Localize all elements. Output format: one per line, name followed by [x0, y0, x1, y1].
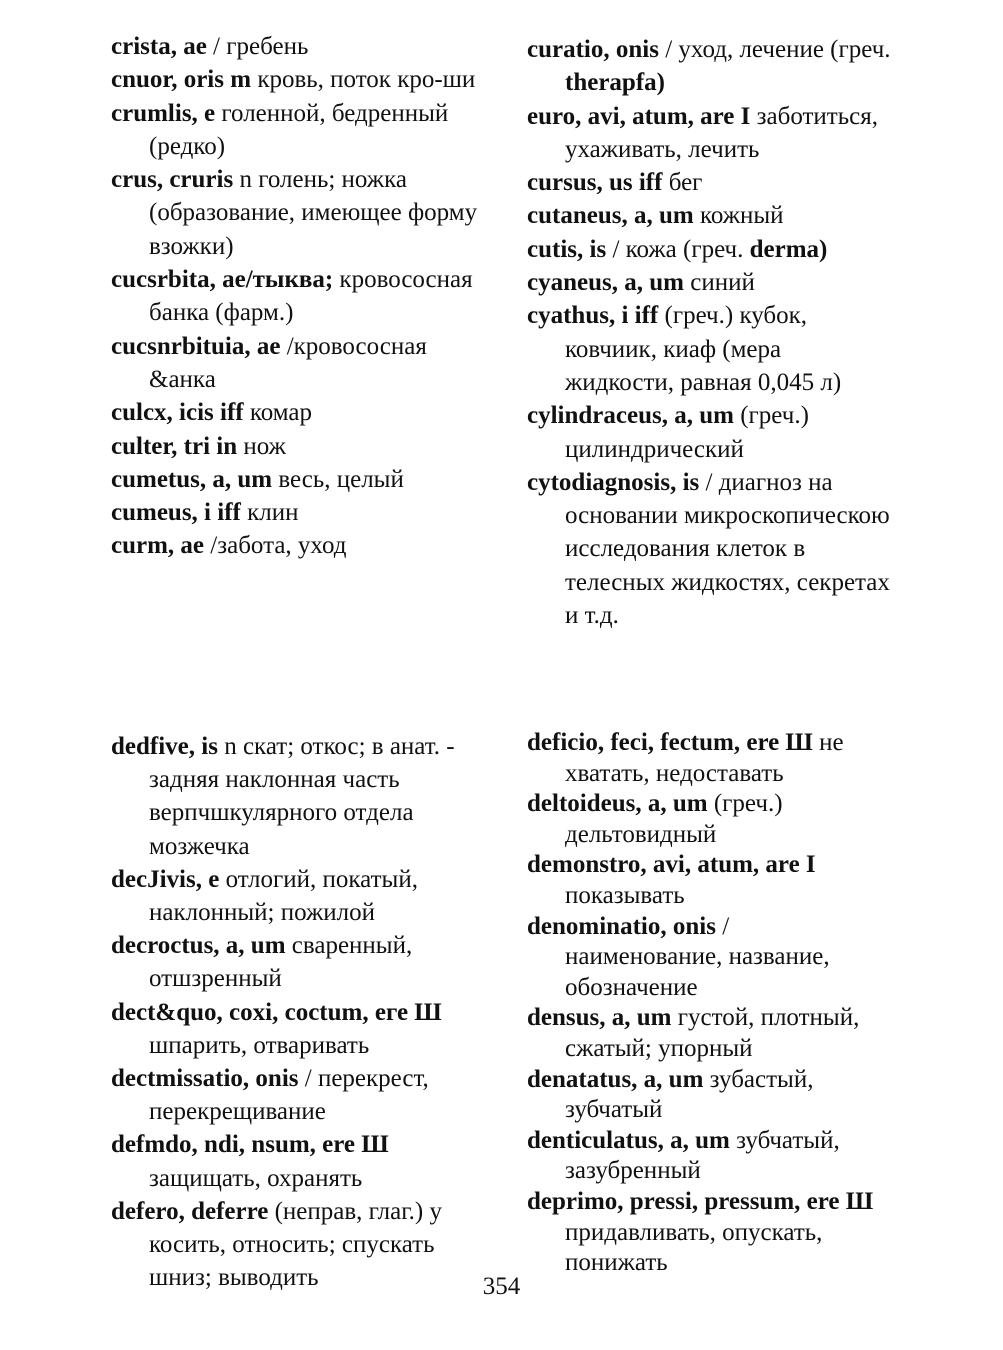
dictionary-entry — [527, 399, 892, 466]
dictionary-entry — [111, 430, 496, 463]
entry-headword: denatatus, a, um — [527, 1065, 704, 1093]
entry-headword: denominatio, onis — [527, 912, 716, 940]
entry-gloss: n голень; ножка (образование, имеющее форму взожки) — [149, 166, 478, 260]
entry-gloss: (греч.) цилиндрический — [565, 402, 809, 463]
entry-gloss: (греч.) дельтовидный — [565, 790, 783, 848]
entry-headword: cnuor, oris m — [111, 66, 252, 94]
entry-gloss: нож — [243, 432, 286, 460]
entry-headword: crista, ae — [111, 33, 207, 60]
entry-gloss: / кожа (греч. — [612, 235, 744, 263]
dictionary-entry — [527, 33, 892, 100]
dictionary-entry — [111, 929, 496, 995]
dictionary-entry — [111, 1128, 496, 1194]
dictionary-entry — [111, 996, 496, 1062]
entry-headword: cylindraceus, a, um — [527, 402, 734, 430]
entry-gloss: зубастый, зубчатый — [565, 1065, 814, 1124]
dictionary-entry — [527, 912, 892, 1004]
entry-headword: cumeus, i iff — [111, 499, 241, 527]
dictionary-entry — [527, 1126, 892, 1187]
entry-gloss: /кровососная &анка — [149, 332, 427, 393]
entry-headword: decJivis, e — [111, 865, 220, 893]
entry-gloss: сваренный, отшзренный — [149, 932, 413, 993]
entry-greek-term: therapfa) — [565, 69, 665, 97]
dictionary-entry — [111, 863, 496, 929]
entry-gloss: заботиться, ухаживать, лечить — [565, 102, 878, 163]
entry-headword: cucsnrbituia, ae — [111, 332, 281, 360]
dictionary-entry — [111, 496, 496, 529]
entry-gloss: (греч.) кубок, ковчиик, киаф (мера жидкости, равная 0,045 л) — [565, 302, 842, 396]
entry-headword: defmdo, ndi, nsum, ere Ш — [111, 1131, 389, 1159]
entry-headword: curm, ae — [111, 532, 205, 560]
dictionary-entry — [111, 163, 496, 263]
entry-gloss: не хватать, недоставать — [565, 729, 844, 787]
dictionary-entry — [527, 1003, 892, 1064]
dictionary-entry — [111, 396, 496, 429]
dictionary-entry — [527, 233, 892, 266]
entry-gloss: / наименование, название, обозначение — [565, 912, 830, 1001]
dictionary-entry — [527, 850, 892, 911]
dictionary-entry — [527, 466, 892, 632]
entry-gloss: шпарить, отваривать — [149, 1031, 370, 1059]
dictionary-entry — [111, 63, 496, 96]
entry-headword: demonstro, avi, atum, are I — [527, 851, 816, 879]
entry-gloss: голенной, бедренный (редко) — [149, 99, 449, 160]
entry-gloss: /забота, уход — [210, 532, 347, 560]
dictionary-entry — [111, 263, 496, 330]
entry-headword: crumlis, e — [111, 99, 216, 127]
entry-gloss: придавливать, опускать, понижать — [565, 1218, 823, 1277]
entry-headword: cytodiagnosis, is — [527, 468, 700, 496]
entry-gloss: показывать — [565, 881, 685, 909]
entry-gloss: отлогий, покатый, наклонный; пожилой — [149, 865, 418, 927]
entry-headword: dect&quo, coxi, coctum, еге Ш — [111, 998, 442, 1026]
entry-gloss: густой, плотный, сжатый; упорный — [565, 1004, 860, 1062]
entry-headword: deficio, feci, fectum, ere Ш — [527, 729, 813, 756]
entry-gloss: кожный — [699, 202, 784, 230]
dictionary-entry — [111, 463, 496, 496]
entry-gloss: (неправ, глаг.) у косить, относить; спускать шниз; выводить — [149, 1197, 442, 1292]
entry-gloss: кровь, поток кро-ши — [257, 66, 476, 94]
entry-gloss: защищать, охранять — [149, 1164, 363, 1192]
entry-gloss: комар — [249, 399, 313, 427]
entry-gloss: бег — [668, 169, 703, 197]
entry-headword: defero, deferre — [111, 1197, 269, 1225]
entry-gloss: весь, целый — [278, 465, 404, 493]
dictionary-entry — [111, 529, 496, 562]
entry-headword: cucsrbita, ae/тыква; — [111, 266, 334, 294]
entry-gloss: клин — [247, 499, 299, 527]
entry-headword: curatio, onis — [527, 36, 659, 63]
dictionary-entry — [527, 100, 892, 167]
page-number: 354 — [482, 1273, 521, 1300]
entry-headword: dedfive, is — [111, 733, 218, 760]
entry-headword: cursus, us iff — [527, 169, 663, 197]
dictionary-entry — [527, 299, 892, 399]
entry-gloss: / гребень — [213, 33, 309, 60]
column-bottom-right — [527, 728, 892, 1279]
dictionary-entry — [527, 1187, 892, 1279]
entry-headword: culcx, icis iff — [111, 399, 244, 427]
column-bottom-left — [111, 730, 496, 1294]
entry-gloss: / перекрест, перекрещивание — [149, 1065, 429, 1126]
entry-gloss: / диагноз на основании микроскопическою исследования клеток в телесных жидкостях, секретах и т.д. — [565, 468, 890, 630]
entry-gloss: зубчатый, зазубренный — [565, 1126, 840, 1185]
column-top-left — [111, 30, 496, 563]
column-top-right — [527, 33, 892, 632]
entry-headword: dectmissatio, onis — [111, 1065, 299, 1093]
entry-headword: euro, avi, atum, are I — [527, 102, 751, 130]
dictionary-entry — [111, 30, 496, 63]
entry-headword: cyathus, i iff — [527, 302, 659, 330]
dictionary-entry — [111, 97, 496, 164]
entry-headword: deltoideus, a, um — [527, 790, 708, 818]
entry-headword: crus, cruris — [111, 166, 234, 194]
dictionary-entry — [111, 330, 496, 397]
entry-headword: cyaneus, a, um — [527, 269, 684, 297]
entry-headword: cutis, is — [527, 235, 607, 263]
entry-gloss: синий — [690, 269, 755, 297]
dictionary-entry — [527, 728, 892, 789]
dictionary-entry — [527, 1065, 892, 1126]
dictionary-entry — [527, 199, 892, 232]
entry-headword: densus, a, um — [527, 1004, 672, 1032]
entry-headword: cutaneus, a, um — [527, 202, 694, 230]
dictionary-entry — [111, 1062, 496, 1128]
entry-greek-term: derma) — [749, 235, 828, 263]
entry-headword: denticulatus, a, um — [527, 1126, 730, 1154]
dictionary-entry — [527, 266, 892, 299]
dictionary-entry — [111, 730, 496, 863]
dictionary-entry — [527, 789, 892, 850]
entry-headword: cumetus, a, um — [111, 465, 273, 493]
entry-gloss: n скат; откос; в анат. - задняя наклонная часть верпчшкулярного отдела мозжечка — [149, 733, 455, 860]
dictionary-entry — [527, 166, 892, 199]
entry-headword: deprimo, pressi, pressum, ere Ш — [527, 1187, 874, 1215]
entry-headword: decroctus, a, um — [111, 932, 286, 960]
entry-gloss: / уход, лечение (греч. — [665, 36, 891, 63]
entry-headword: culter, tri in — [111, 432, 238, 460]
entry-gloss: кровососная банка (фарм.) — [149, 266, 473, 327]
